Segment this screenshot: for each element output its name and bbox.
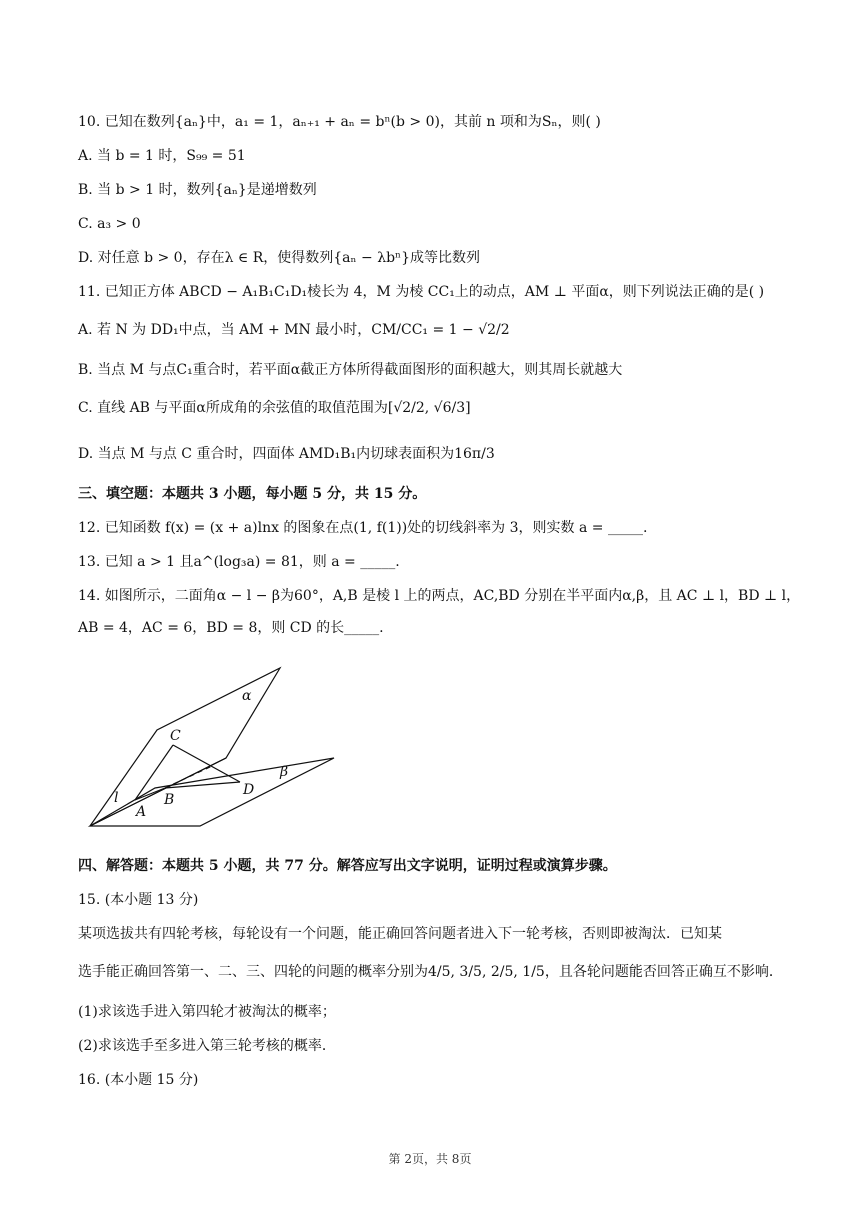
q11-stem: 11. 已知正方体 ABCD − A₁B₁C₁D₁棱长为 4，M 为棱 CC₁上的动点，AM ⊥ 平面α，则下列说法正确的是( ): [78, 284, 765, 300]
q15-paragraph-1: 某项选拔共有四轮考核，每轮设有一个问题，能正确回答问题者进入下一轮考核，否则即被淘汰．已知某: [78, 926, 722, 942]
q10-stem: 10. 已知在数列{aₙ}中，a₁ = 1，aₙ₊₁ + aₙ = bⁿ(b > 0)，其前 n 项和为Sₙ，则( ): [78, 114, 601, 130]
q14-line-1: 14. 如图所示，二面角α − l − β为60°，A,B 是棱 l 上的两点，AC,BD 分别在半平面内α,β，且 AC ⊥ l，BD ⊥ l，: [78, 588, 801, 604]
label-d: D: [243, 782, 255, 798]
label-c: C: [170, 728, 181, 744]
q10-option-a: A. 当 b = 1 时，S₉₉ = 51: [78, 148, 246, 164]
q11-option-b: B. 当点 M 与点C₁重合时，若平面α截正方体所得截面图形的面积越大，则其周长就越大: [78, 362, 623, 378]
page-footer: 第 2页，共 8页: [388, 1152, 472, 1166]
label-beta: β: [280, 764, 289, 780]
q10-option-b: B. 当 b > 1 时，数列{aₙ}是递增数列: [78, 182, 317, 198]
q15-subquestion-2: (2)求该选手至多进入第三轮考核的概率．: [78, 1038, 336, 1054]
q11-option-a: A. 若 N 为 DD₁中点，当 AM + MN 最小时，CM/CC₁ = 1 − √2/2: [78, 322, 510, 338]
q10-option-d: D. 对任意 b > 0，存在λ ∈ R，使得数列{aₙ − λbⁿ}成等比数列: [78, 250, 480, 266]
label-a: A: [136, 804, 147, 820]
q10-option-c: C. a₃ > 0: [78, 216, 141, 232]
label-alpha: α: [242, 688, 252, 704]
q15-subquestion-1: (1)求该选手进入第四轮才被淘汰的概率；: [78, 1004, 336, 1020]
q15-header: 15. (本小题 13 分): [78, 892, 199, 908]
q16-header: 16. (本小题 15 分): [78, 1072, 199, 1088]
q13-text: 13. 已知 a > 1 且a^(log₃a) = 81，则 a = _____.: [78, 554, 400, 570]
section-4-heading: 四、解答题：本题共 5 小题，共 77 分。解答应写出文字说明，证明过程或演算步骤。: [78, 858, 617, 874]
q11-option-d: D. 当点 M 与点 C 重合时，四面体 AMD₁B₁内切球表面积为16π/3: [78, 446, 495, 462]
label-b: B: [164, 792, 175, 808]
dihedral-angle-figure: [80, 660, 350, 835]
q15-paragraph-2: 选手能正确回答第一、二、三、四轮的问题的概率分别为4/5, 3/5, 2/5, 1/5，且各轮问题能否回答正确互不影响．: [78, 964, 783, 980]
label-l: l: [114, 790, 119, 806]
q11-option-c: C. 直线 AB 与平面α所成角的余弦值的取值范围为[√2/2, √6/3]: [78, 400, 471, 416]
section-3-heading: 三、填空题：本题共 3 小题，每小题 5 分，共 15 分。: [78, 486, 427, 502]
q12-text: 12. 已知函数 f(x) = (x + a)lnx 的图象在点(1, f(1))处的切线斜率为 3，则实数 a = _____.: [78, 520, 648, 536]
q14-line-2: AB = 4，AC = 6，BD = 8，则 CD 的长_____.: [78, 620, 384, 636]
